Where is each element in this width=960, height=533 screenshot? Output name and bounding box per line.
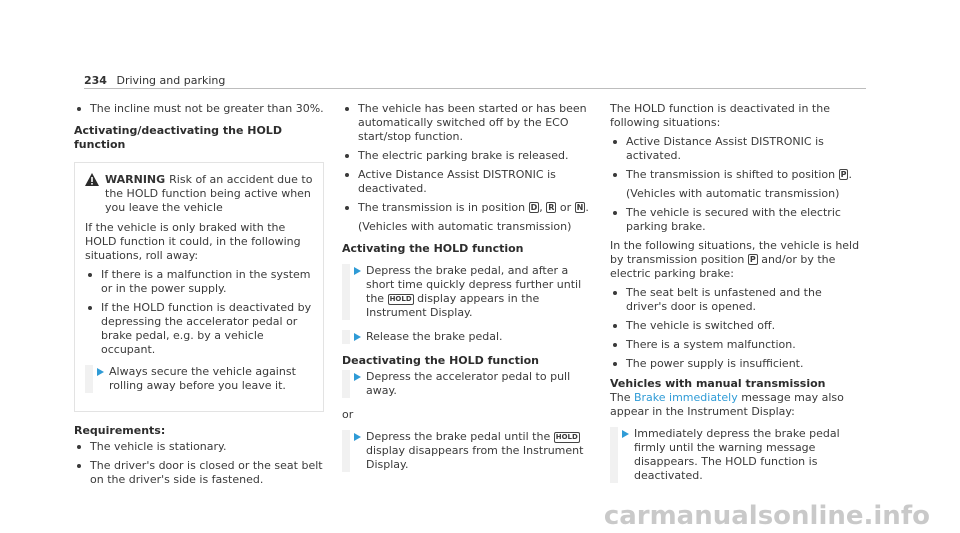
warning-text: Risk of an accident due to the HOLD function being active when you leave the vehicle [105,173,313,214]
bullet-dot [77,445,81,449]
step-text: Immediately depress the brake pedal firmly until the warning message disappears. The HOLD function is deactivated. [634,427,840,482]
list-item [342,102,592,144]
step-arrow-icon [354,373,361,381]
list-item [610,338,866,352]
list-item: The transmission is in position D , R or N . [342,201,592,215]
list-item-text: The seat belt is unfastened and the driver's door is opened. [626,286,822,313]
section-heading: Activating/deactivating the HOLD function [74,124,282,151]
list-item [610,286,866,314]
page-number: 234 [84,74,107,87]
list-item [74,440,324,454]
instruction-step [342,370,592,398]
gear-n-icon: N [576,203,584,212]
list-item-text: The vehicle is stationary. [90,440,227,453]
list-item-text: The vehicle is secured with the electric parking brake. [626,206,841,233]
list-item-text: Active Distance Assist DISTRONIC is activated. [626,135,824,162]
list-item [85,268,315,296]
list-item-text: If the HOLD function is deactivated by depressing the accelerator pedal or brake pedal, e.g. by a vehicle occupant. [101,301,312,356]
bullet-dot [345,173,349,177]
list-item [342,168,592,196]
step-text [350,264,592,320]
requirements-heading: Requirements: [74,424,166,437]
page-header [84,74,225,88]
list-item-text: or [556,201,575,214]
list-item [74,102,324,116]
warning-body: If the vehicle is only braked with the HOLD function it could, in the following situations, roll away: [85,221,301,262]
step-text-part: Depress the brake pedal, and after a short time quickly depress further until the [366,264,582,305]
list-item: The transmission is shifted to position P . [610,168,866,182]
list-item-text: The power supply is insufficient. [626,357,804,370]
paragraph: The HOLD function is deactivated in the following situations: [610,102,830,129]
bullet-dot [77,464,81,468]
header-rule [84,88,866,89]
instruction-step [342,264,592,320]
step-text: Depress the accelerator pedal to pull away. [366,370,571,397]
section-title: Driving and parking [116,74,226,87]
gear-d-icon: D [530,203,538,212]
warning-box [74,162,324,412]
list-item-text: The transmission is in position [358,201,529,214]
hold-icon: HOLD [555,433,578,441]
list-item-text: The vehicle has been started or has been automatically switched off by the ECO start/stop function. [358,102,587,143]
or-label: or [342,408,354,421]
bullet-dot [345,206,349,210]
bullet-dot [88,273,92,277]
list-item-text: There is a system malfunction. [626,338,796,351]
warning-title: WARNING [105,173,166,186]
step-text [350,430,592,472]
bullet-dot [345,154,349,158]
bullet-dot [613,343,617,347]
note: (Vehicles with automatic transmission) [358,220,572,233]
section-heading: Vehicles with manual transmission [610,377,826,390]
list-item-text: The transmission is shifted to position [626,168,839,181]
bullet-dot [345,107,349,111]
list-item [610,135,866,163]
step-arrow-icon [622,430,629,438]
bullet-dot [613,140,617,144]
paragraph-text: and/or by the electric parking brake: [610,253,836,280]
list-item [610,319,866,333]
instruction-step [342,430,592,472]
list-item [85,301,315,357]
watermark: carmanualsonline.info [603,501,930,531]
column-2 [342,102,592,482]
step-arrow-icon [354,267,361,275]
column-3 [610,102,866,493]
step-text-part: display disappears from the Instrument Display. [366,444,584,471]
step-arrow-icon [354,433,361,441]
step-arrow-icon [97,368,104,376]
brake-immediately-message: Brake immediately [633,391,738,404]
note: (Vehicles with automatic transmission) [626,187,840,200]
list-item [610,357,866,371]
paragraph-text: message may also appear in the Instrument Display: [610,391,844,418]
step-text-part: display appears in the Instrument Display. [366,292,540,319]
paragraph-text: In the following situations, the vehicle is held by transmission position [610,239,860,266]
paragraph-text: The [610,391,634,404]
column-1 [74,102,324,492]
list-item-text: The electric parking brake is released. [358,149,569,162]
bullet-dot [613,211,617,215]
paragraph [610,239,866,281]
warning-triangle-icon [85,173,99,186]
bullet-dot [613,324,617,328]
step-arrow-icon [354,333,361,341]
step-text: Release the brake pedal. [366,330,503,343]
paragraph [610,391,866,419]
section-heading: Deactivating the HOLD function [342,354,540,367]
bullet-dot [88,306,92,310]
gear-p-icon: P [840,170,847,179]
list-item [342,149,592,163]
instruction-step [342,330,592,344]
gear-p-icon: P [749,255,756,264]
list-item [74,459,324,487]
instruction-step [85,365,315,393]
list-item-text: The driver's door is closed or the seat belt on the driver's side is fastened. [90,459,323,486]
step-text-part: Depress the brake pedal until the [366,430,554,443]
list-item [610,206,866,234]
warning-title-line [85,173,315,215]
section-heading: Activating the HOLD function [342,242,524,255]
bullet-dot [613,173,617,177]
instruction-step [610,427,866,483]
hold-icon: HOLD [389,295,412,303]
list-item-text: If there is a malfunction in the system or in the power supply. [101,268,311,295]
list-item-text: The vehicle is switched off. [626,319,776,332]
bullet-dot [613,291,617,295]
list-item-text: The incline must not be greater than 30%. [90,102,324,115]
gear-r-icon: R [548,203,555,212]
step-text: Always secure the vehicle against rolling away before you leave it. [109,365,296,392]
bullet-dot [613,362,617,366]
list-item-text: Active Distance Assist DISTRONIC is deactivated. [358,168,556,195]
bullet-dot [77,107,81,111]
